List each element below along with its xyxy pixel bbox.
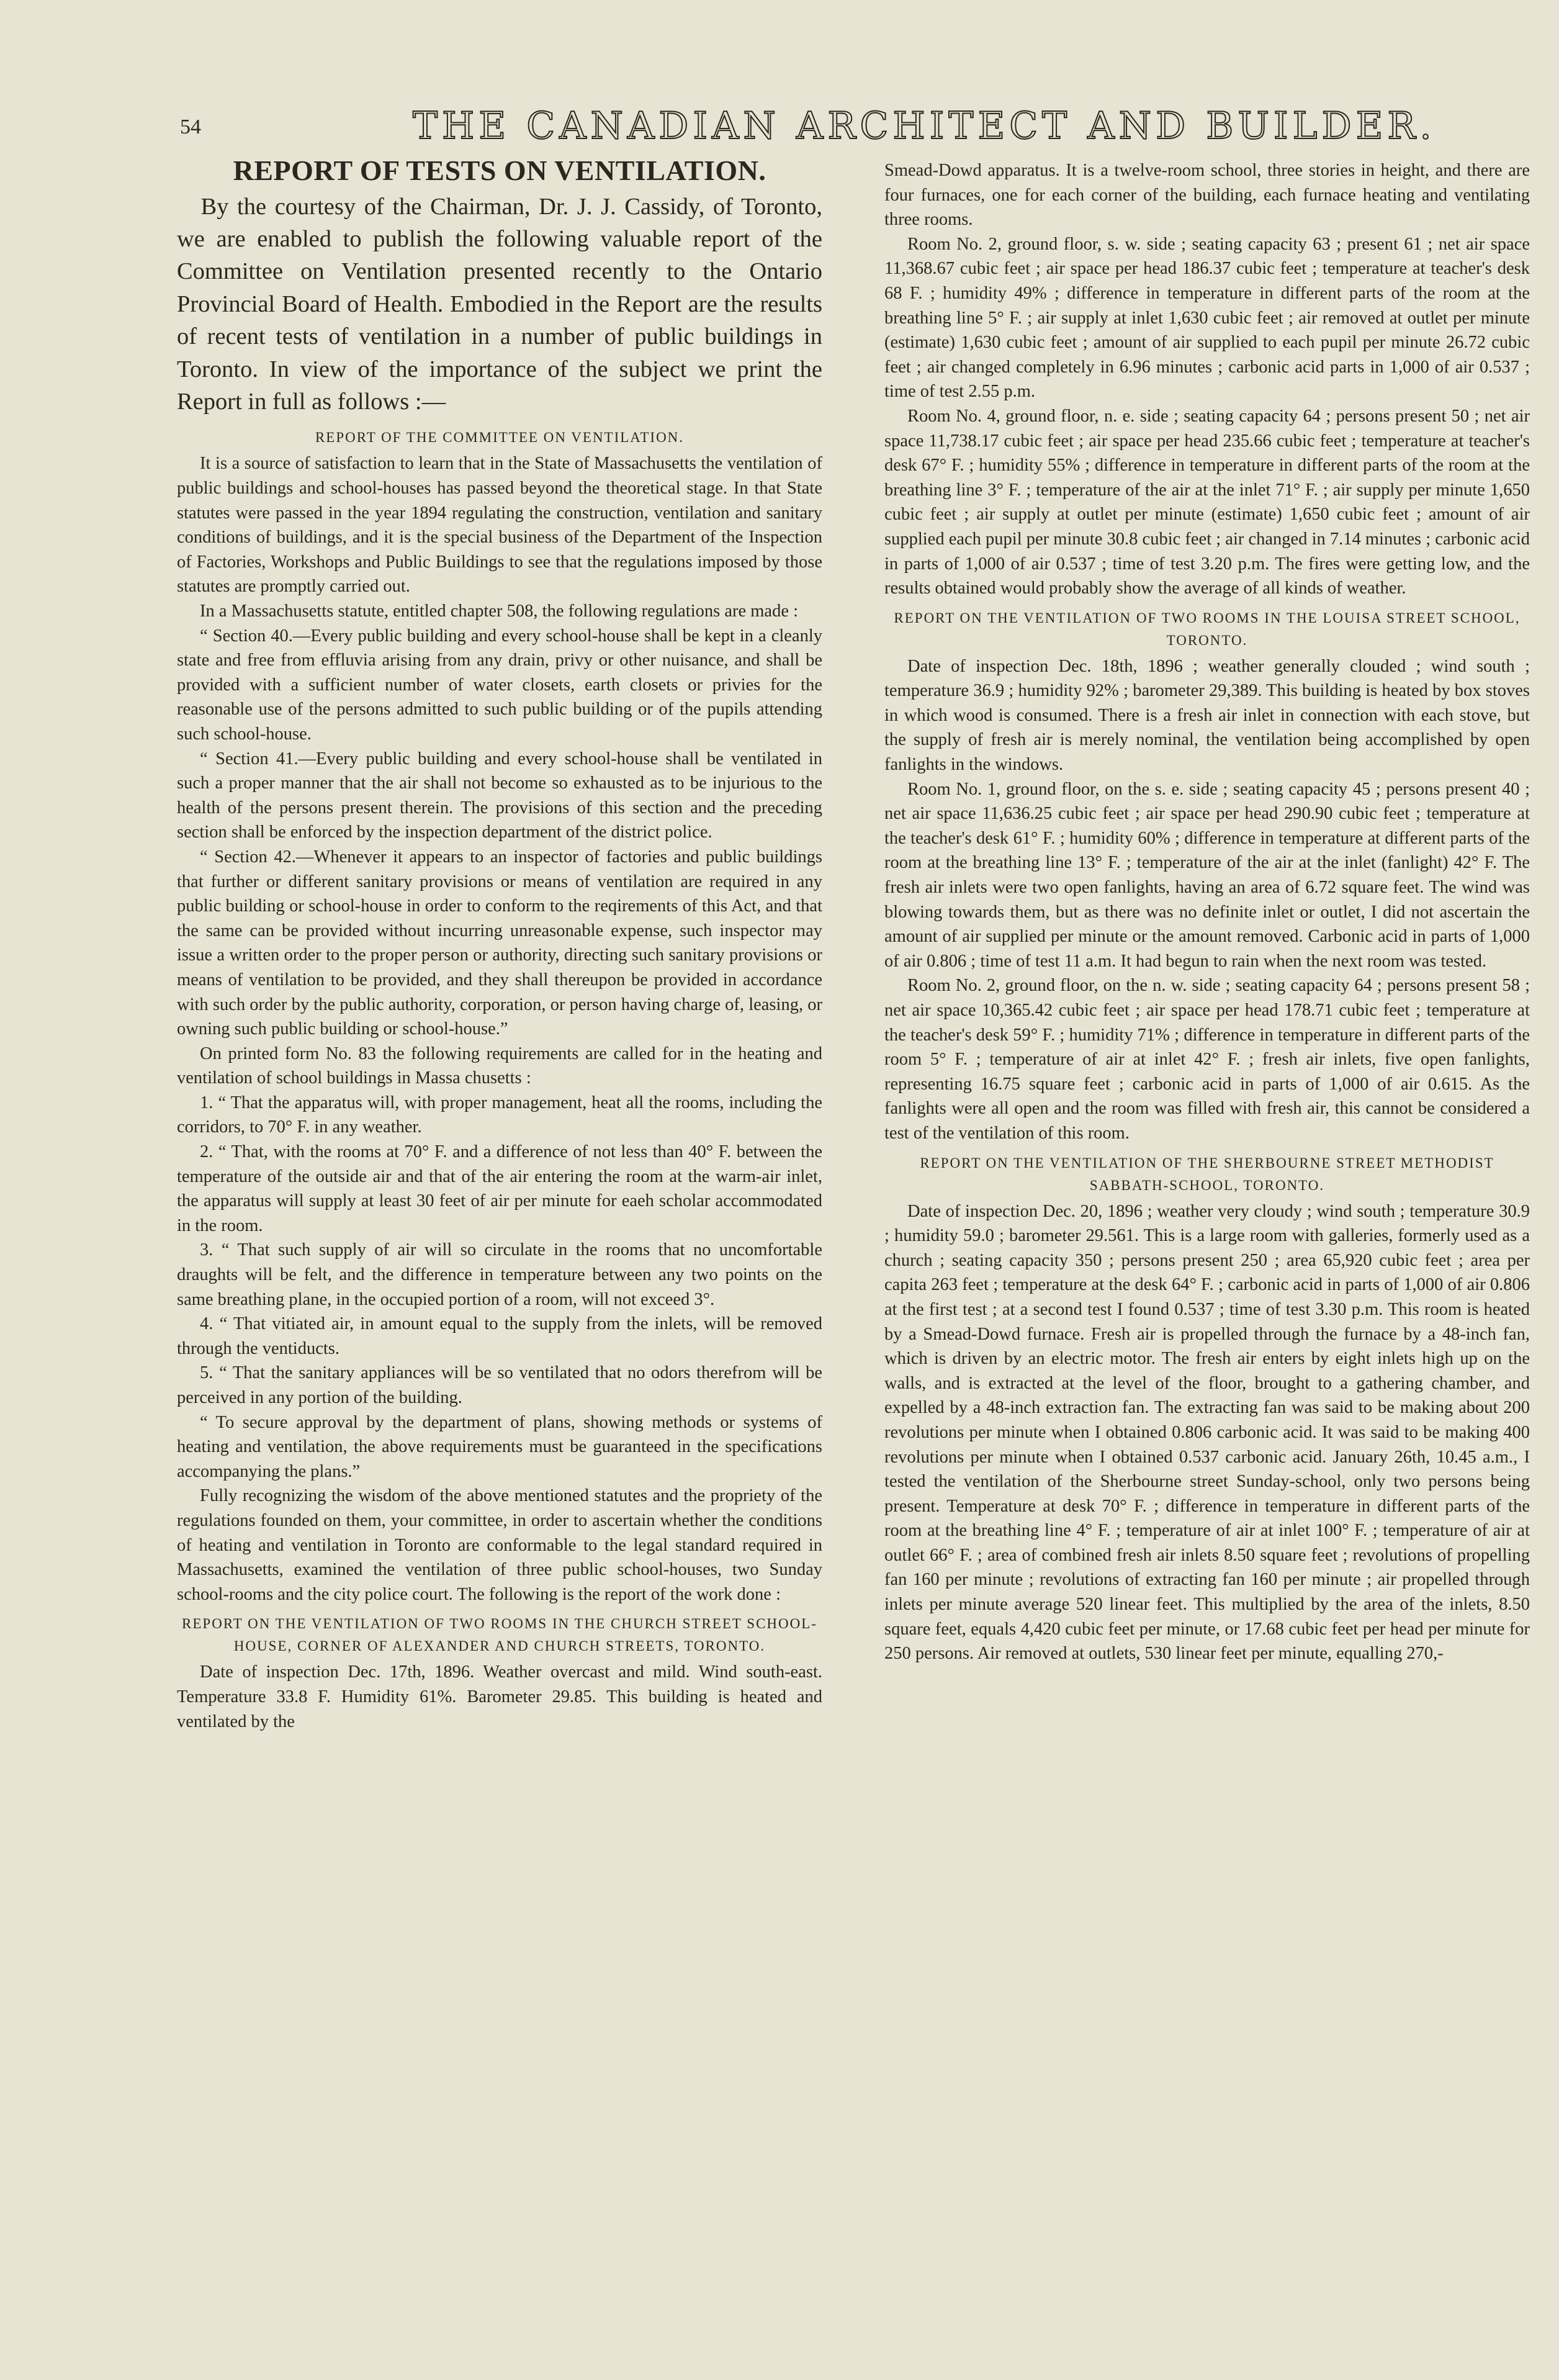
article-lede: By the courtesy of the Chairman, Dr. J. J. Cassidy, of Toronto, we are enabled to publish the following valuable report of the Committee on Ventilation presented recently to the Ontario Provincial Board of Health. Embodied in the Report are the results of recent tests of ventilation in a number of public buildings in Toronto. In view of the importance of the subject we print the Report in full as follows :— <box>177 193 822 415</box>
right-column <box>884 158 1530 1666</box>
room-report: Room No. 4, ground floor, n. e. side ; seating capacity 64 ; persons present 50 ; net air space 11,738.17 cubic feet ; air space per head 235.66 cubic feet ; temperature at teacher's desk 67° F. ; humidity 55% ; difference in temperature in different parts of the room at the breathing line 3° F. ; temperature of the air at the inlet 71° F. ; air supply per minute 1,650 cubic feet ; air supply at outlet per minute (estimate) 1,650 cubic feet ; amount of air supplied each pupil per minute 30.8 cubic feet ; air changed in 7.14 minutes ; carbonic acid in parts of 1,000 of air 0.537 ; time of test 3.20 p.m. The fires were getting low, and the results obtained would probably show the average of all kinds of weather. <box>884 406 1530 598</box>
requirement-item: 2. “ That, with the rooms at 70° F. and a difference of not less than 40° F. between the temperature of the outside air and that of the air entering the room at the warm-air inlet, the apparatus will supply at least 30 feet of air per minute for eaeh scholar accommodated in the room. <box>177 1142 822 1235</box>
church-street-heading: REPORT ON THE VENTILATION OF TWO ROOMS IN THE CHURCH STREET SCHOOL-HOUSE, CORNER OF ALEXANDER AND CHURCH STREETS, TORONTO. <box>182 1616 817 1654</box>
statute-section: “ Section 41.—Every public building and every school-house shall be ventilated in such a proper manner that the air shall not become so exhausted as to be injurious to the health of the persons present therein. The provisions of this section and the preceding section shall be enforced by the inspection department of the district police. <box>177 749 822 842</box>
article-title: REPORT OF TESTS ON VENTILATION. <box>233 155 766 186</box>
body-paragraph: Date of inspection Dec. 17th, 1896. Weather overcast and mild. Wind south-east. Temperature 33.8 F. Humidity 61%. Barometer 29.85. This building is heated and ventilated by the <box>177 1662 822 1731</box>
committee-heading: REPORT OF THE COMMITTEE ON VENTILATION. <box>315 430 685 446</box>
body-paragraph: Date of inspection Dec. 20, 1896 ; weather very cloudy ; wind south ; temperature 30.9 ; humidity 59.0 ; barometer 29.561. This is a large room with galleries, formerly used as a church ; seating capacity 350 ; persons present 250 ; area 65,920 cubic feet ; area per capita 263 feet ; temperature at the desk 64° F. ; carbonic acid in parts of 1,000 of air 0.806 at the first test ; at a second test I found 0.537 ; time of test 3.30 p.m. This room is heated by a Smead-Dowd furnace. Fresh air is propelled through the furnace by a 48-inch fan, which is driven by an electric motor. The fresh air enters by eight inlets high up on the walls, and is extracted at the level of the floor, brought to a gathering chamber, and expelled by a 48-inch extraction fan. The extracting fan was said to be making about 200 revolutions per minute when I obtained 0.806 carbonic acid. It was said to be making 400 revolutions per minute when I obtained 0.537 carbonic acid. January 26th, 10.45 a.m., I tested the ventilation of the Sherbourne street Sunday-school, only two persons being present. Temperature at desk 70° F. ; difference in temperature in different parts of the room at the breathing line 4° F. ; temperature of air at inlet 100° F. ; temperature of air at outlet 66° F. ; area of combined fresh air inlets 8.50 square feet ; revolutions of propelling fan 160 per minute ; revolutions of extracting fan 160 per minute ; air propelled through inlets per minute average 520 linear feet. This multiplied by the area of the inlets, 8.50 square feet, equals 4,420 cubic feet per minute, or 17.68 cubic feet per head per minute for 250 persons. Air removed at outlets, 530 linear feet per minute, equalling 270,- <box>884 1201 1530 1664</box>
page-header <box>168 104 1533 148</box>
body-paragraph: “ To secure approval by the department of plans, showing methods or systems of heating and ventilation, the above requirements must be guaranteed in the specifications accompanying the plans.” <box>177 1412 822 1481</box>
body-paragraph: On printed form No. 83 the following requirements are called for in the heating and ventilation of school buildings in Massa chusetts : <box>177 1044 822 1088</box>
room-report: Room No. 2, ground floor, s. w. side ; seating capacity 63 ; present 61 ; net air space 11,368.67 cubic feet ; air space per head 186.37 cubic feet ; temperature at teacher's desk 68 F. ; humidity 49% ; difference in temperature in different parts of the room at the breathing line 5° F. ; air supply at inlet 1,630 cubic feet ; air removed at outlet per minute (estimate) 1,630 cubic feet ; amount of air supplied to each pupil per minute 26.72 cubic feet ; air changed completely in 6.96 minutes ; carbonic acid parts in 1,000 of air 0.537 ; time of test 2.55 p.m. <box>884 234 1530 402</box>
requirement-item: 4. “ That vitiated air, in amount equal to the supply from the inlets, will be removed through the ventiducts. <box>177 1314 822 1358</box>
requirement-item: 3. “ That such supply of air will so circulate in the rooms that no uncomfortable draughts will be felt, and the difference in temperature between any two points on the same breathing plane, in the occupied portion of a room, will not exceed 3°. <box>177 1240 822 1309</box>
room-report: Room No. 1, ground floor, on the s. e. side ; seating capacity 45 ; persons present 40 ; net air space 11,636.25 cubic feet ; air space per head 290.90 cubic feet ; temperature at the teacher's desk 61° F. ; humidity 60% ; difference in temperature at different parts of the room at the breathing line 13° F. ; temperature of the air at the inlet (fanlight) 42° F. The fresh air inlets were two open fanlights, having an area of 6.72 square feet. The wind was blowing towards them, but as there was no definite inlet or outlet, I did not ascertain the amount of air supplied per minute or the amount removed. Carbonic acid in parts of 1,000 of air 0.806 ; time of test 11 a.m. It had begun to rain when the next room was tested. <box>884 779 1530 971</box>
statute-section: “ Section 42.—Whenever it appears to an inspector of factories and public buildings that further or different sanitary provisions or means of ventilation are required in any public building or school-house in order to conform to the reqirements of this Act, and that the same can be provided without incurring unreasonable expense, such inspector may issue a written order to the proper person or authority, directing such sanitary provisions or means of ventilation to be provided, and they shall thereupon be provided in accordance with such order by the public authority, corporation, or person having charge of, leasing, or owning such public building or school-house.” <box>177 847 822 1039</box>
room-report: Room No. 2, ground floor, on the n. w. side ; seating capacity 64 ; persons present 58 ; net air space 10,365.42 cubic feet ; air space per head 178.71 cubic feet ; temperature at the teacher's desk 59° F. ; humidity 71% ; difference in temperature in different parts of the room 5° F. ; temperature of air at inlet 42° F. ; fresh air inlets, five open fanlights, representing 16.75 square feet ; carbonic acid in parts of 1,000 of air 0.615. As the fanlights were all open and the room was filled with fresh air, this cannot be considered a test of the ventilation of this room. <box>884 976 1530 1143</box>
body-paragraph: Smead-Dowd apparatus. It is a twelve-room school, three stories in height, and there are four furnaces, one for each corner of the building, each furnace heating and ventilating three rooms. <box>884 161 1530 230</box>
body-paragraph: Fully recognizing the wisdom of the above mentioned statutes and the propriety of the regulations founded on them, your committee, in order to ascertain whether the conditions of heating and ventilation in Toronto are conformable to the legal standard required in Massachusetts, examined the ventilation of three public school-houses, two Sunday school-rooms and the city police court. The following is the report of the work done : <box>177 1486 822 1604</box>
sherbourne-street-heading: REPORT ON THE VENTILATION OF THE SHERBOURNE STREET METHODIST SABBATH-SCHOOL, TORONTO. <box>920 1155 1494 1193</box>
requirement-item: 5. “ That the sanitary appliances will be so ventilated that no odors therefrom will be perceived in any portion of the building. <box>177 1363 822 1407</box>
left-column <box>177 155 822 1734</box>
body-paragraph: It is a source of satisfaction to learn that in the State of Massachusetts the ventilation of public buildings and school-houses has passed beyond the theoretical stage. In that State statutes were passed in the year 1894 regulating the construction, ventilation and sanitary conditions of buildings, and it is the special business of the Department of the Inspection of Factories, Workshops and Public Buildings to see that the regulations imposed by those statutes are promptly carried out. <box>177 454 822 597</box>
louisa-street-heading: REPORT ON THE VENTILATION OF TWO ROOMS IN THE LOUISA STREET SCHOOL, TORONTO. <box>894 610 1521 648</box>
journal-masthead: THE CANADIAN ARCHITECT AND BUILDER. <box>413 104 1436 148</box>
requirement-item: 1. “ That the apparatus will, with proper management, heat all the rooms, including the corridors, to 70° F. in any weather. <box>177 1093 822 1137</box>
body-paragraph: In a Massachusetts statute, entitled chapter 508, the following regulations are made : <box>200 602 799 621</box>
body-paragraph: Date of inspection Dec. 18th, 1896 ; weather generally clouded ; wind south ; temperature 36.9 ; humidity 92% ; barometer 29,389. This building is heated by box stoves in which wood is consumed. There is a fresh air inlet in connection with each stove, but the supply of fresh air is merely nominal, the ventilation being accomplished by open fanlights in the windows. <box>884 656 1530 775</box>
statute-section: “ Section 40.—Every public building and every school-house shall be kept in a cleanly state and free from effluvia arising from any drain, privy or other nuisance, and shall be provided with a sufficient number of water closets, earth closets or privies for the reasonable use of the persons admitted to such public building or of the pupils attending such school-house. <box>177 626 822 744</box>
page-number: 54 <box>180 115 201 138</box>
